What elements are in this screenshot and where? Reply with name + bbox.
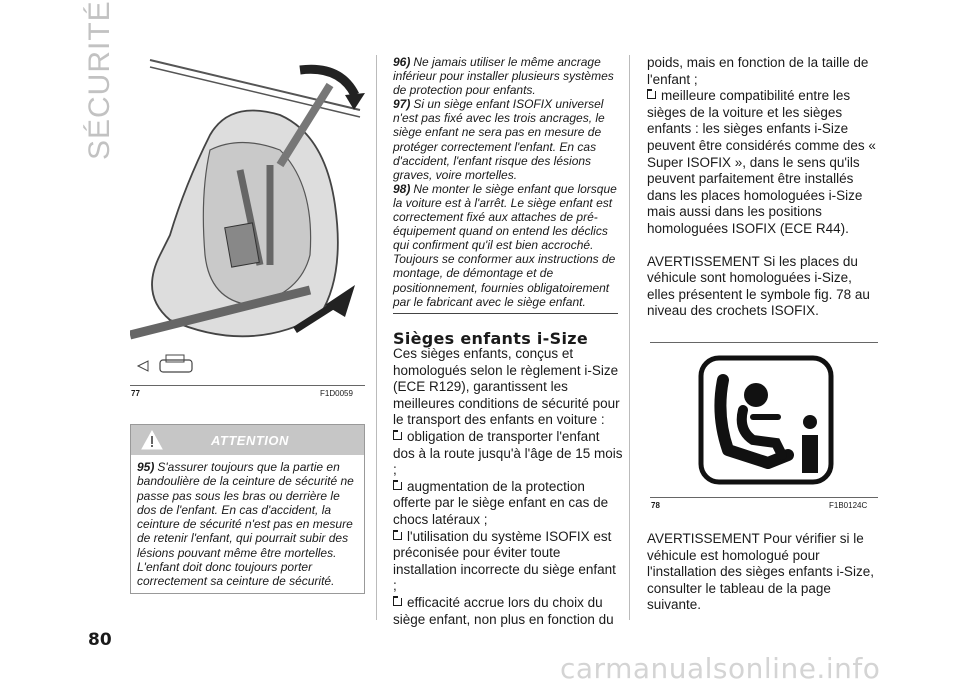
watermark: carmanualsonline.info <box>560 652 881 685</box>
warning-paragraph-2: AVERTISSEMENT Pour vérifier si le véhicule est homologué pour l'installation des sièges enfants i-Size, consulter le tableau de la page suivante. <box>647 531 874 613</box>
compat-bullet: meilleure compatibilité entre les sièges de la voiture et les sièges enfants : les sièges enfants i-Size peuvent être considérés comme des « Super ISOFIX », dans le sens qu'ils peuvent parfaitement être installés dans les places homologuées i-Size mais aussi dans les positions homologuées ISOFIX (ECE R44). <box>647 88 876 236</box>
isize-bullet: efficacité accrue lors du choix du siège enfant, non plus en fonction du <box>393 594 614 627</box>
warning-text: S'assurer toujours que la partie en bandoulière de la ceinture de sécurité ne passe pas sous les bras ou derrière le dos de l'enfant. En cas d'accident, la ceinture de sécurité n'est pas en mesure de retenir l'enfant, qui pourrait subir des lésions pouvant même être mortelles. L'enfant doit donc toujours porter correctement sa ceinture de sécurité. <box>137 460 354 589</box>
isize-heading: Sièges enfants i-Size <box>393 329 588 348</box>
column-divider <box>376 55 377 620</box>
warning-box <box>130 424 365 594</box>
warning-item-97: 97) Si un siège enfant ISOFIX universel n'est pas fixé avec les trois ancrages, le siège enfant ne sera pas en mesure de protéger correctement l'enfant. En cas d'accident, l'enfant risque des lésions graves, voire mortelles. <box>393 97 605 182</box>
isize-bullet: l'utilisation du système ISOFIX est préconisée pour éviter toute installation incorrecte du siège enfant ; <box>393 528 616 594</box>
isize-bullet: obligation de transporter l'enfant dos à la route jusqu'à l'âge de 15 mois ; <box>393 428 623 478</box>
isize-symbol-icon <box>698 355 834 485</box>
section-title: SÉCURITÉ <box>83 0 116 160</box>
warning-body <box>131 455 364 589</box>
isize-intro: Ces sièges enfants, conçus et homologués selon le règlement i-Size (ECE R129), garantissent les meilleures conditions de sécurité pour le transport des enfants en voiture : <box>393 346 620 428</box>
warning-triangle-icon <box>141 430 163 450</box>
bullet-icon <box>647 91 656 99</box>
figure-78-rule <box>650 497 878 498</box>
figure-77 <box>130 55 365 385</box>
isize-body <box>393 346 623 628</box>
figure-78 <box>698 355 834 485</box>
bullet-icon <box>393 482 402 490</box>
child-seat-illustration <box>130 55 365 385</box>
isize-bullet: augmentation de la protection offerte par le siège enfant en cas de chocs latéraux ; <box>393 478 609 527</box>
bullet-icon <box>393 598 402 606</box>
warning-paragraph-1: AVERTISSEMENT Si les places du véhicule sont homologuées i-Size, elles présentent le symbole fig. 78 au niveau des crochets ISOFIX. <box>647 253 870 319</box>
bullet-icon <box>393 532 402 540</box>
column-divider <box>629 55 630 620</box>
car-position-icon <box>138 355 192 372</box>
figure-78-code: F1B0124C <box>829 501 868 510</box>
page-number: 80 <box>88 630 112 650</box>
warning-item-number: 95) <box>137 460 155 474</box>
warning-title: ATTENTION <box>211 433 289 448</box>
figure-77-number: 77 <box>131 389 140 398</box>
figure-78-top-rule <box>650 342 878 343</box>
mid-warnings-box <box>393 55 618 314</box>
bullet-icon <box>393 432 402 440</box>
warning-item-98: 98) Ne monter le siège enfant que lorsque la voiture est à l'arrêt. Le siège enfant est correctement fixé aux attaches de pré-équipement quand on entend les déclics qui confirment qu'il est bien accroché. Toujours se conformer aux instructions de montage, de démontage et de positionnement, fournies obligatoirement par le fabricant avec le siège enfant. <box>393 181 617 309</box>
warning-header <box>131 425 364 455</box>
right-column-top <box>647 55 882 320</box>
continuation-text: poids, mais en fonction de la taille de l'enfant ; <box>647 55 869 87</box>
figure-77-code: F1D0059 <box>320 389 353 398</box>
figure-78-number: 78 <box>651 501 660 510</box>
figure-77-rule <box>130 385 365 386</box>
warning-item-96: 96) Ne jamais utiliser le même ancrage inférieur pour installer plusieurs systèmes de protection pour enfants. <box>393 55 614 98</box>
